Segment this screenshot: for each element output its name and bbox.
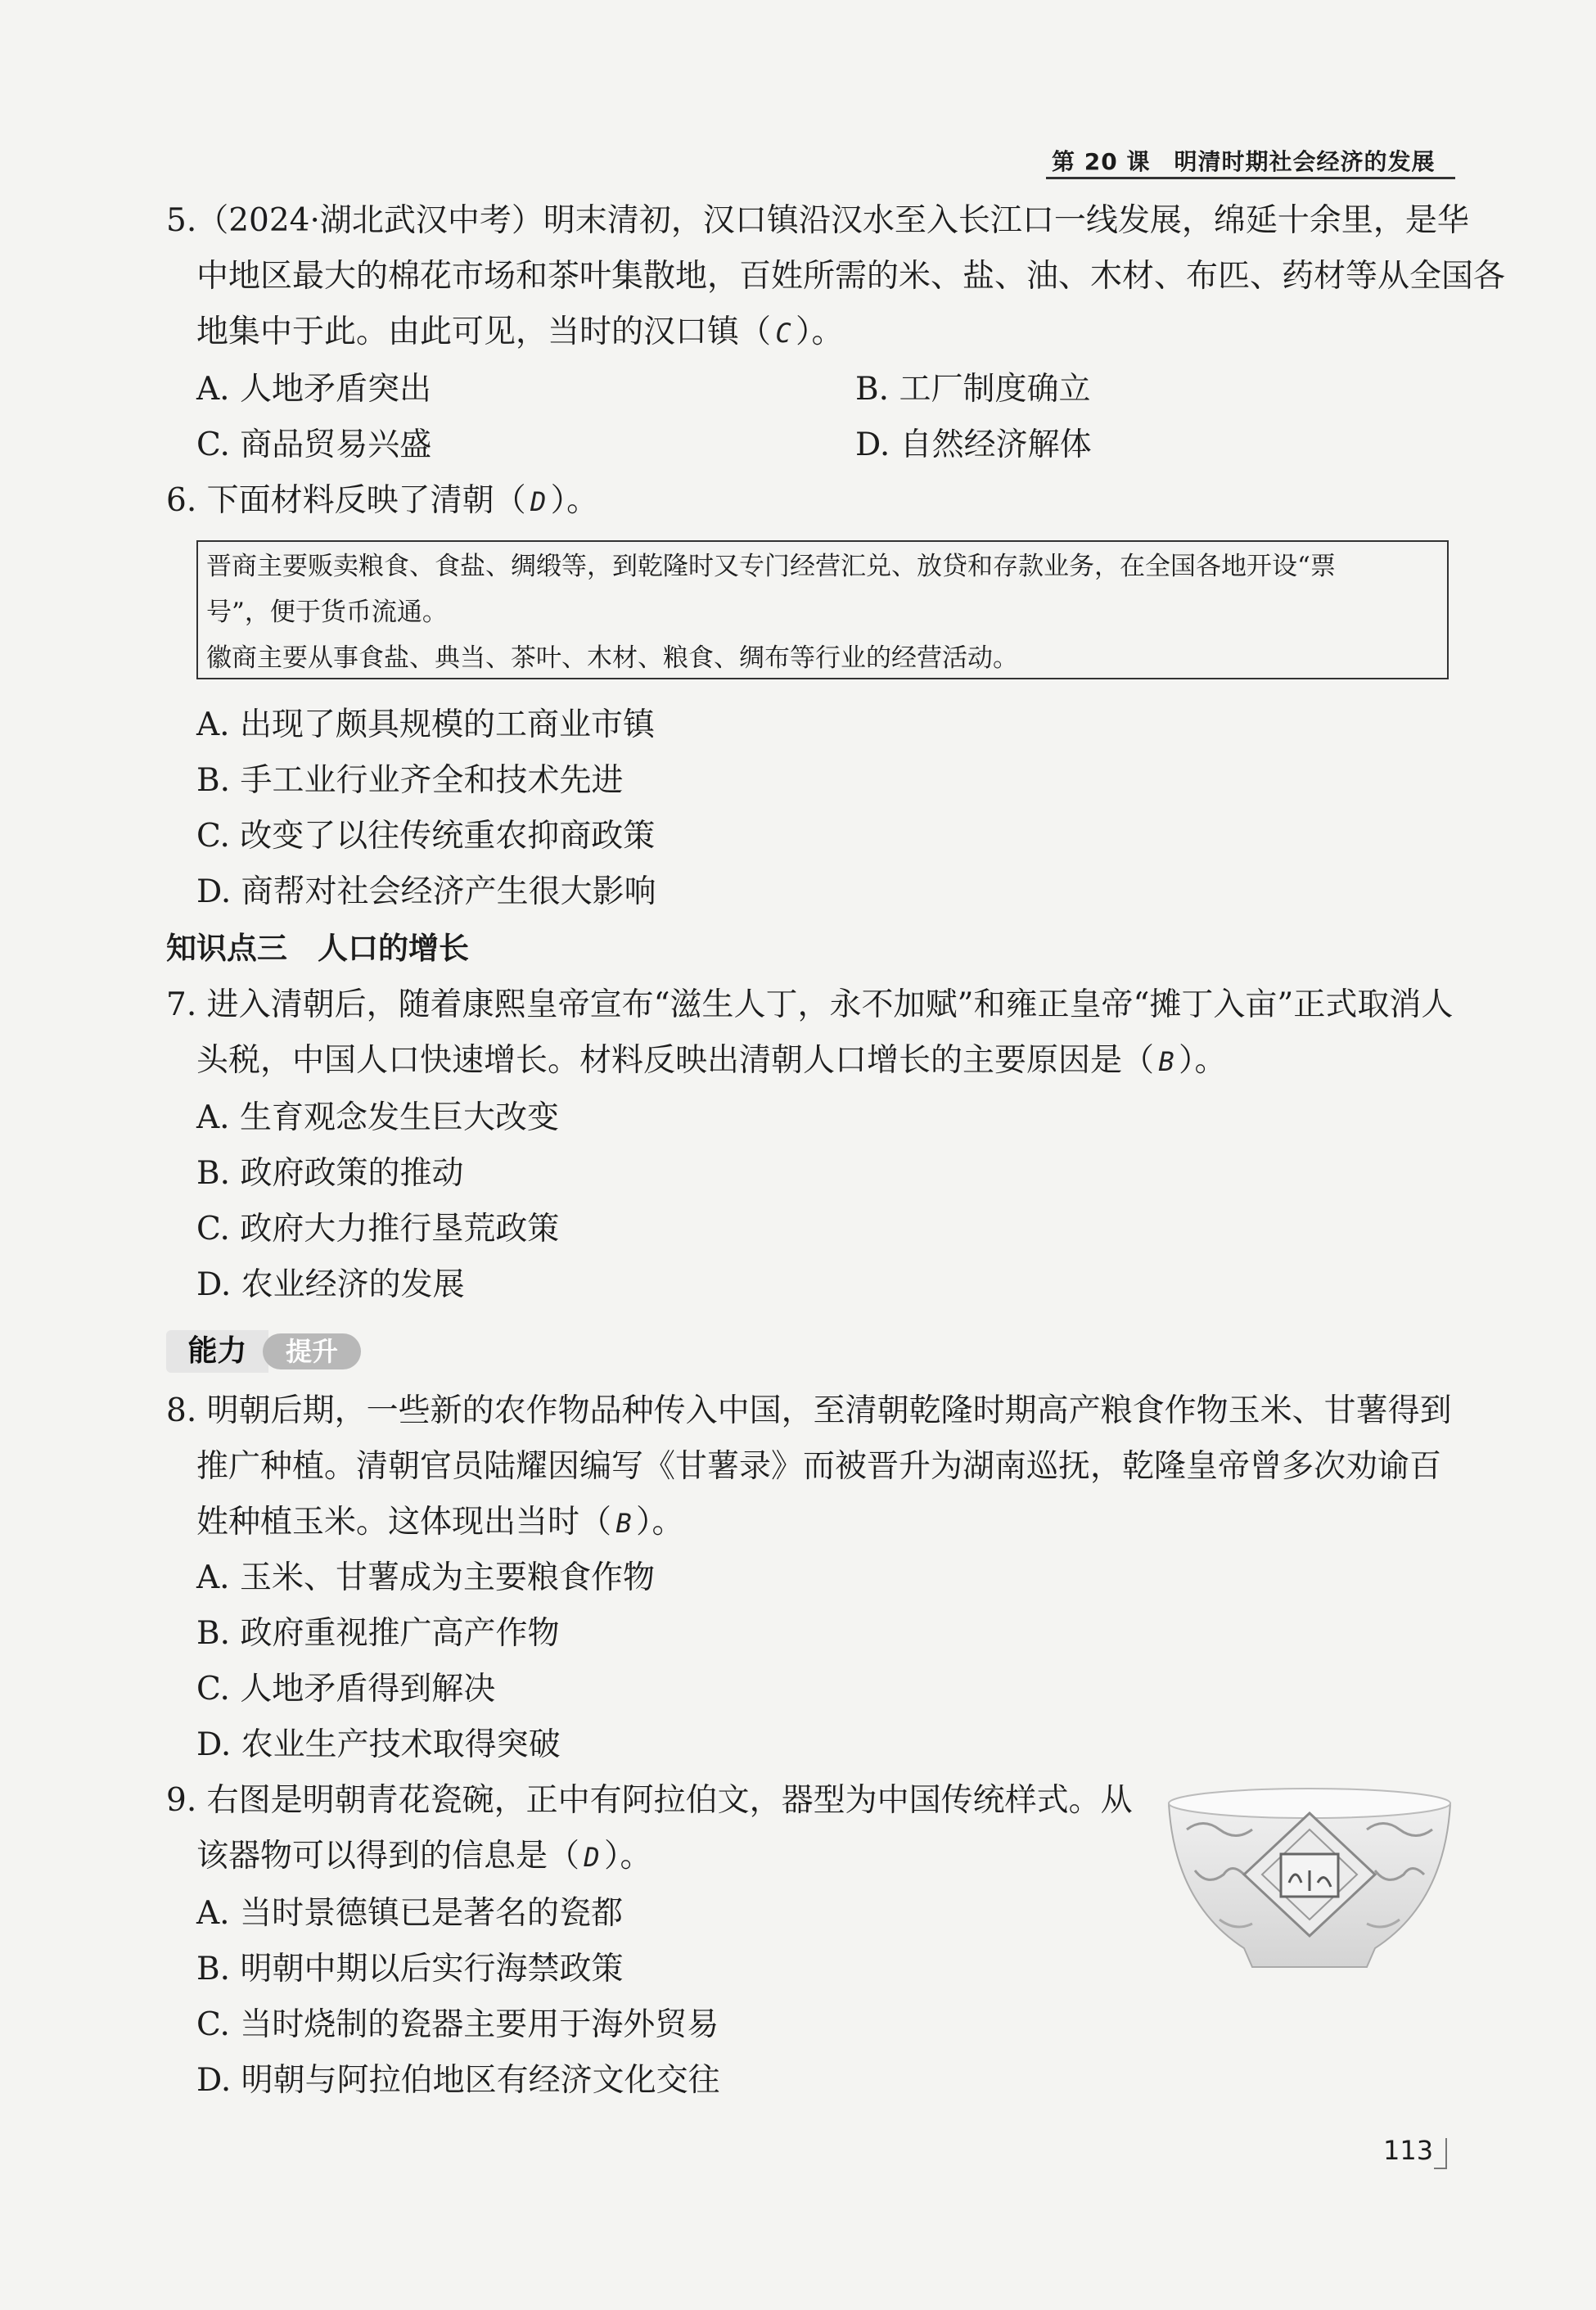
q7-line1: 7. 进入清朝后，随着康熙皇帝宣布“滋生人丁，永不加赋”和雍正皇帝“摊丁入亩”正式取消人 <box>166 986 1454 1023</box>
q7-answer: B <box>1158 1046 1174 1077</box>
page-number: 113 <box>1383 2135 1434 2166</box>
q8-option-c: C. 人地矛盾得到解决 <box>196 1671 496 1708</box>
q8-stem-post: ）。 <box>636 1504 684 1541</box>
q5-line1: 5.（2024·湖北武汉中考）明末清初，汉口镇沿汉水至入长江口一线发展，绵延十余里，是华 <box>166 202 1469 239</box>
header-rule <box>1046 177 1455 179</box>
q8-option-b: B. 政府重视推广高产作物 <box>196 1615 560 1652</box>
q6-stem <box>166 473 598 530</box>
q5-line2: 中地区最大的棉花市场和茶叶集散地，百姓所需的米、盐、油、木材、布匹、药材等从全国各 <box>196 258 1506 295</box>
q5-stem-pre: 地集中于此。由此可见，当时的汉口镇（ <box>196 314 772 350</box>
q7-stem-post: ）。 <box>1179 1042 1227 1079</box>
q9-option-b: B. 明朝中期以后实行海禁政策 <box>196 1951 624 1987</box>
q5-option-b: B. 工厂制度确立 <box>855 371 1091 408</box>
q6-option-c: C. 改变了以往传统重农抑商政策 <box>196 818 656 855</box>
q7-option-c: C. 政府大力推行垦荒政策 <box>196 1211 560 1247</box>
q6-material-line1: 晋商主要贩卖粮食、食盐、绸缎等，到乾隆时又专门经营汇兑、放贷和存款业务，在全国各地开设“票 <box>206 552 1336 581</box>
q7-stem-pre: 头税，中国人口快速增长。材料反映出清朝人口增长的主要原因是（ <box>196 1042 1155 1079</box>
q9-line2 <box>196 1829 652 1885</box>
blue-white-porcelain-bowl-image <box>1162 1780 1457 1977</box>
q6-option-b: B. 手工业行业齐全和技术先进 <box>196 762 624 799</box>
ability-label: 能力 <box>166 1330 268 1373</box>
q9-answer: D <box>584 1842 600 1873</box>
q6-stem-pre: 6. 下面材料反映了清朝（ <box>166 482 526 519</box>
page-number-mark <box>1434 2138 1447 2169</box>
ability-tag: 提升 <box>263 1333 361 1369</box>
q8-option-a: A. 玉米、甘薯成为主要粮食作物 <box>196 1559 655 1596</box>
q6-answer: D <box>530 486 547 517</box>
q8-line1: 8. 明朝后期，一些新的农作物品种传入中国，至清朝乾隆时期高产粮食作物玉米、甘薯得到 <box>166 1392 1452 1429</box>
q7-option-d: D. 农业经济的发展 <box>196 1266 465 1303</box>
section-title: 知识点三 人口的增长 <box>166 931 469 966</box>
q7-option-b: B. 政府政策的推动 <box>196 1155 464 1192</box>
q5-option-d: D. 自然经济解体 <box>855 426 1092 463</box>
q6-option-a: A. 出现了颇具规模的工商业市镇 <box>196 706 655 743</box>
q6-material-line2: 号”，便于货币流通。 <box>206 598 448 627</box>
q8-answer: B <box>615 1508 632 1539</box>
q7-line2 <box>196 1033 1227 1090</box>
q6-option-d: D. 商帮对社会经济产生很大影响 <box>196 873 656 910</box>
q8-option-d: D. 农业生产技术取得突破 <box>196 1726 561 1763</box>
q9-stem-pre: 该器物可以得到的信息是（ <box>196 1838 580 1875</box>
q5-option-c: C. 商品贸易兴盛 <box>196 426 432 463</box>
q6-material-line3: 徽商主要从事食盐、典当、茶叶、木材、粮食、绸布等行业的经营活动。 <box>206 643 1018 673</box>
q9-stem-post: ）。 <box>604 1838 652 1875</box>
q5-option-a: A. 人地矛盾突出 <box>196 371 431 408</box>
q9-option-d: D. 明朝与阿拉伯地区有经济文化交往 <box>196 2062 720 2099</box>
q5-answer: C <box>775 318 791 349</box>
q8-stem-pre: 姓种植玉米。这体现出当时（ <box>196 1504 612 1541</box>
q8-line3 <box>196 1495 684 1551</box>
q9-line1: 9. 右图是明朝青花瓷碗，正中有阿拉伯文，器型为中国传统样式。从 <box>166 1782 1133 1819</box>
q8-line2: 推广种植。清朝官员陆耀因编写《甘薯录》而被晋升为湖南巡抚，乾隆皇帝曾多次劝谕百 <box>196 1448 1442 1485</box>
q7-option-a: A. 生育观念发生巨大改变 <box>196 1099 559 1136</box>
q6-stem-post: ）。 <box>550 482 599 519</box>
q9-option-a: A. 当时景德镇已是著名的瓷都 <box>196 1895 623 1932</box>
q9-option-c: C. 当时烧制的瓷器主要用于海外贸易 <box>196 2006 719 2043</box>
q6-material-box <box>196 540 1449 679</box>
q5-line3 <box>196 305 844 361</box>
lesson-header: 第 20 课 明清时期社会经济的发展 <box>1052 148 1436 175</box>
q5-stem-post: ）。 <box>796 314 844 350</box>
